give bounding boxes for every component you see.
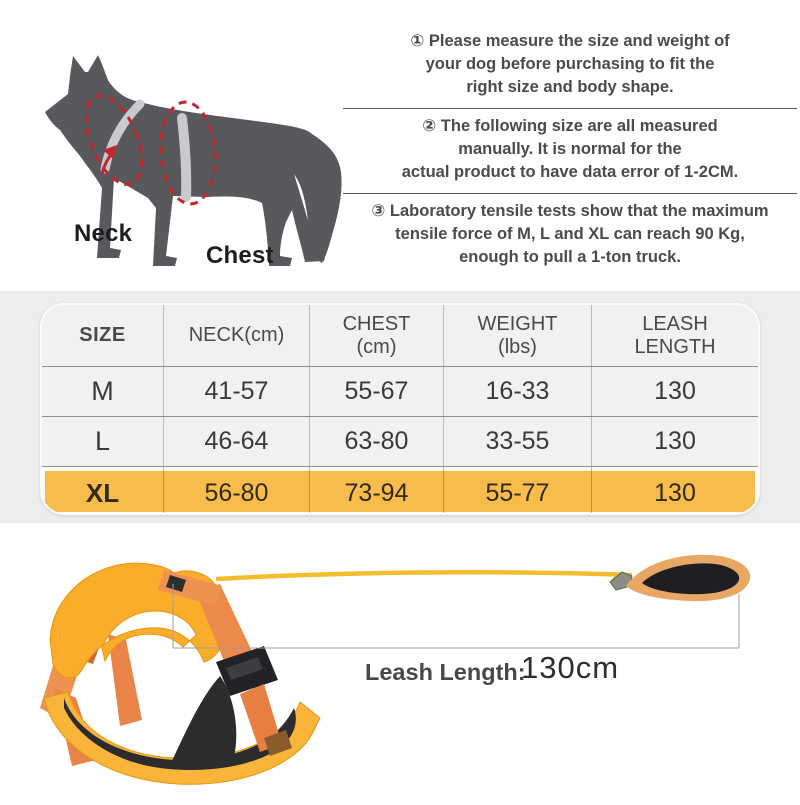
table-header-row (42, 305, 758, 366)
header-weight: WEIGHT (lbs) (444, 305, 592, 366)
cell-size: L (42, 417, 164, 466)
cell-chest: 55-67 (310, 367, 444, 416)
harness (40, 563, 320, 784)
chest-strap (182, 118, 186, 197)
dog-silhouette-icon (18, 38, 358, 278)
cell-chest: 73-94 (310, 467, 444, 515)
cell-weight: 55-77 (444, 467, 592, 515)
note-line: ③ Laboratory tensile tests show that the maximum (371, 202, 769, 220)
cell-weight: 33-55 (444, 417, 592, 466)
cell-neck: 46-64 (164, 417, 310, 466)
size-table (40, 303, 760, 515)
table-row-m (42, 366, 758, 416)
cell-leash: 130 (654, 478, 696, 507)
note-line: enough to pull a 1-ton truck. (459, 248, 681, 266)
note-line: right size and body shape. (466, 78, 674, 96)
note-line: ② The following size are all measured (422, 117, 718, 135)
neck-label: Neck (74, 220, 133, 247)
cell-size: XL (42, 467, 164, 515)
cell-neck: 56-80 (164, 467, 310, 515)
note-line: manually. It is normal for the (458, 140, 682, 158)
table-row-l (42, 416, 758, 466)
cell-leash: 130 (654, 427, 696, 455)
cell-weight: 16-33 (444, 367, 592, 416)
note-line: ① Please measure the size and weight of (410, 32, 730, 50)
note-line: actual product to have data error of 1-2CM. (401, 163, 739, 181)
table-row-xl-container (42, 466, 758, 515)
leash-length-label: Leash Length: (365, 659, 526, 685)
dog-measurement-diagram (18, 38, 358, 278)
cell-leash: 130 (654, 377, 696, 405)
note-1 (343, 24, 797, 108)
note-2 (343, 108, 797, 193)
chest-label: Chest (206, 242, 274, 269)
header-neck: NECK(cm) (164, 305, 310, 366)
leash-cord (216, 572, 632, 579)
note-line: your dog before purchasing to fit the (425, 55, 715, 73)
header-chest: CHEST (cm) (310, 305, 444, 366)
cell-neck: 41-57 (164, 367, 310, 416)
note-line: tensile force of M, L and XL can reach 90 Kg, (395, 225, 745, 243)
table-row-xl (42, 467, 758, 515)
cell-size: M (42, 367, 164, 416)
header-size: SIZE (42, 305, 164, 366)
note-3 (343, 193, 797, 278)
leash-length-value: 130cm (521, 650, 620, 685)
notes-panel (343, 24, 797, 278)
header-leash: LEASH LENGTH (634, 312, 716, 358)
cell-chest: 63-80 (310, 417, 444, 466)
